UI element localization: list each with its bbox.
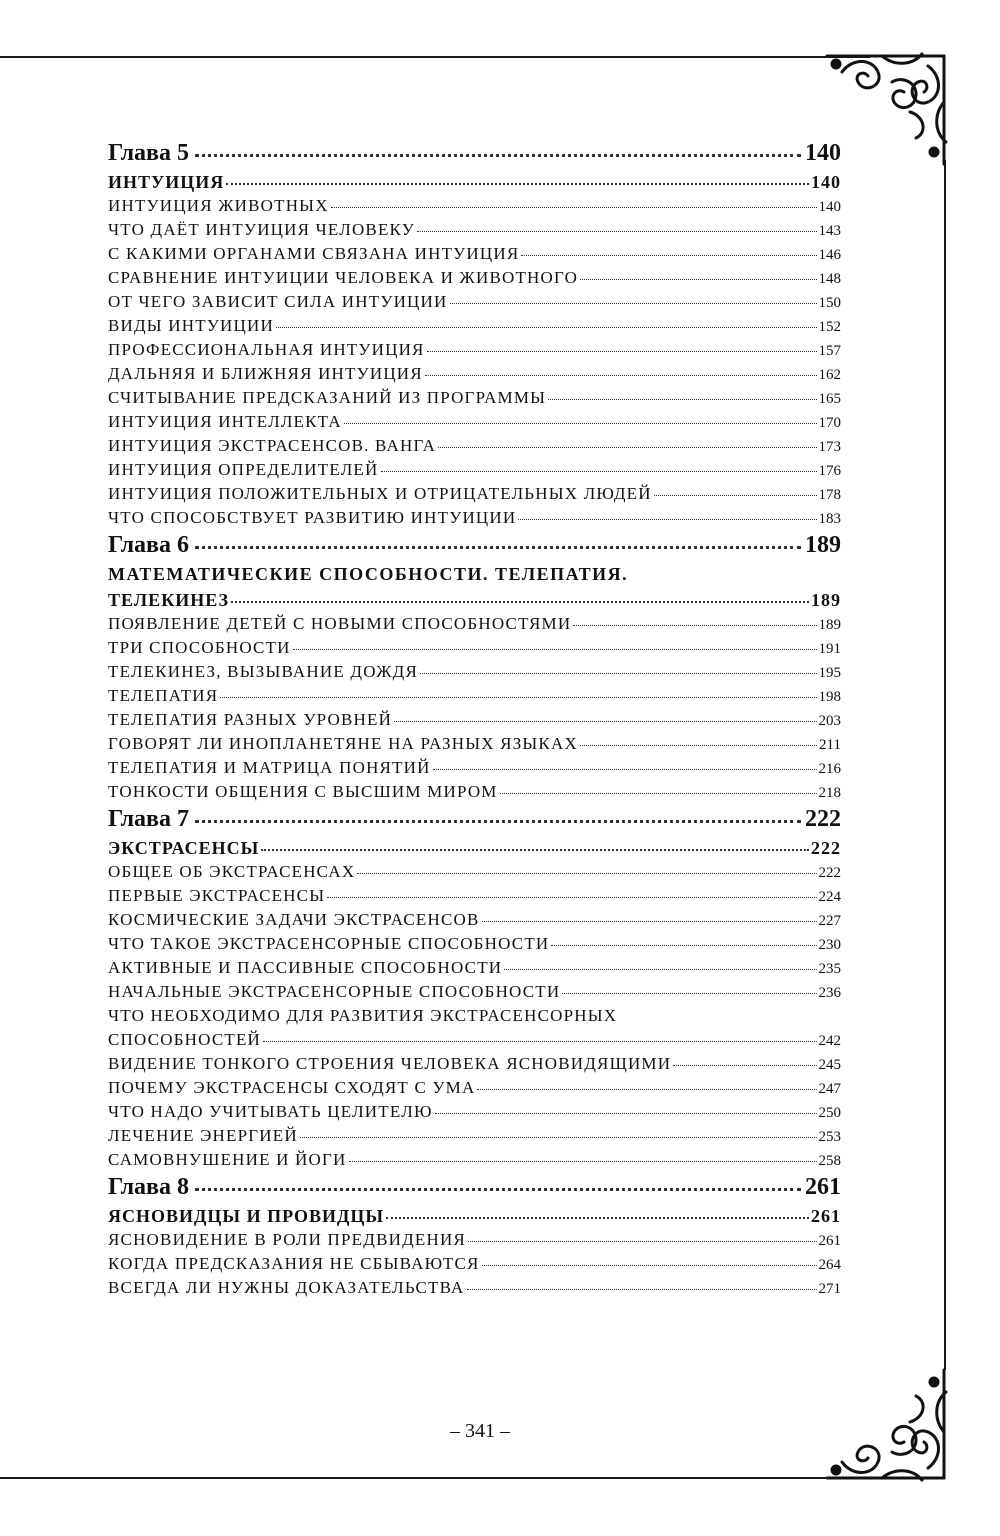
- page-ref: 140: [805, 140, 841, 166]
- dot-leader: [357, 873, 816, 874]
- page-ref: 143: [818, 223, 841, 239]
- item-title: ТЕЛЕПАТИЯ: [108, 686, 219, 705]
- item-title: ТЕЛЕКИНЕЗ, ВЫЗЫВАНИЕ ДОЖДЯ: [108, 662, 419, 681]
- dot-leader: [673, 1065, 816, 1066]
- toc-item[interactable]: [108, 460, 841, 484]
- dot-leader: [468, 1241, 817, 1242]
- item-title: ДАЛЬНЯЯ И БЛИЖНЯЯ ИНТУИЦИЯ: [108, 364, 423, 383]
- page-ref: 189: [811, 590, 841, 610]
- toc-item[interactable]: [108, 710, 841, 734]
- page-ref: 162: [818, 367, 841, 383]
- item-title: С КАКИМИ ОРГАНАМИ СВЯЗАНА ИНТУИЦИЯ: [108, 244, 520, 263]
- toc-item[interactable]: [108, 958, 841, 982]
- page-number: – 341 –: [450, 1420, 510, 1442]
- dot-leader: [417, 231, 817, 232]
- toc-item[interactable]: [108, 934, 841, 958]
- chapter-8-items: [108, 1230, 841, 1302]
- dot-leader: [654, 495, 817, 496]
- page-ref: 191: [818, 641, 841, 657]
- dot-leader: [467, 1289, 817, 1290]
- dot-leader: [482, 1265, 817, 1266]
- page-ref: 258: [818, 1153, 841, 1169]
- item-title: АКТИВНЫЕ И ПАССИВНЫЕ СПОСОБНОСТИ: [108, 958, 503, 977]
- dot-leader: [450, 303, 817, 304]
- page-ref: 198: [818, 689, 841, 705]
- page-ref: 189: [805, 532, 841, 558]
- item-title: ЧТО СПОСОБСТВУЕТ РАЗВИТИЮ ИНТУИЦИИ: [108, 508, 517, 527]
- dot-leader: [381, 471, 817, 472]
- section-title: ИНТУИЦИЯ: [108, 172, 225, 192]
- page-ref: 195: [818, 665, 841, 681]
- dot-leader: [580, 279, 816, 280]
- page-ref: 203: [818, 713, 841, 729]
- section-title: ЭКСТРАСЕНСЫ: [108, 838, 260, 858]
- section-title: ЯСНОВИДЦЫ И ПРОВИДЦЫ: [108, 1206, 385, 1226]
- section-clairvoyants[interactable]: [108, 1206, 841, 1230]
- toc-item[interactable]: [108, 388, 841, 412]
- chapter-5-heading[interactable]: [108, 140, 841, 172]
- page-ref: 261: [818, 1233, 841, 1249]
- page-ref: 227: [818, 913, 841, 929]
- page-ref: 173: [818, 439, 841, 455]
- dot-leader: [300, 1137, 817, 1138]
- item-title: ИНТУИЦИЯ ПОЛОЖИТЕЛЬНЫХ И ОТРИЦАТЕЛЬНЫХ ЛЮДЕЙ: [108, 484, 652, 503]
- page-ref: 165: [818, 391, 841, 407]
- toc-item[interactable]: [108, 638, 841, 662]
- frame-right-rule: [944, 160, 946, 1370]
- page-ref: 140: [818, 199, 841, 215]
- toc-item[interactable]: [108, 412, 841, 436]
- toc-item[interactable]: [108, 508, 841, 532]
- chapter-7-heading[interactable]: [108, 806, 841, 838]
- page-ref: 236: [818, 985, 841, 1001]
- page-ref: 176: [818, 463, 841, 479]
- dot-leader: [276, 327, 817, 328]
- toc-item[interactable]: [108, 196, 841, 220]
- item-title: ОТ ЧЕГО ЗАВИСИТ СИЛА ИНТУИЦИИ: [108, 292, 448, 311]
- item-title: ТЕЛЕПАТИЯ И МАТРИЦА ПОНЯТИЙ: [108, 758, 431, 777]
- section-math-telepathy-line1[interactable]: МАТЕМАТИЧЕСКИЕ СПОСОБНОСТИ. ТЕЛЕПАТИЯ.: [108, 564, 629, 584]
- frame-bottom-rule: [0, 1477, 870, 1479]
- toc-item[interactable]: [108, 292, 841, 316]
- page-ref: 140: [811, 172, 841, 192]
- section-intuition[interactable]: [108, 172, 841, 196]
- dot-leader: [518, 519, 816, 520]
- toc-item[interactable]: [108, 886, 841, 910]
- item-title: ВИДЫ ИНТУИЦИИ: [108, 316, 274, 335]
- toc-item[interactable]: [108, 1230, 841, 1254]
- toc-item[interactable]: [108, 340, 841, 364]
- dot-leader: [195, 154, 801, 157]
- table-of-contents: [108, 140, 841, 1302]
- toc-item[interactable]: [108, 1254, 841, 1278]
- item-title: ЛЕЧЕНИЕ ЭНЕРГИЕЙ: [108, 1126, 298, 1145]
- toc-item[interactable]: [108, 614, 841, 638]
- page-ref: 222: [811, 838, 841, 858]
- dot-leader: [263, 1041, 816, 1042]
- toc-item[interactable]: [108, 1278, 841, 1302]
- item-title: ПЕРВЫЕ ЭКСТРАСЕНСЫ: [108, 886, 326, 905]
- page-ref: 242: [818, 1033, 841, 1049]
- page-ref: 235: [818, 961, 841, 977]
- dot-leader: [427, 351, 817, 352]
- page-ref: 189: [818, 617, 841, 633]
- page-ref: 216: [818, 761, 841, 777]
- item-title: КОГДА ПРЕДСКАЗАНИЯ НЕ СБЫВАЮТСЯ: [108, 1254, 480, 1273]
- toc-item[interactable]: [108, 662, 841, 686]
- item-title: САМОВНУШЕНИЕ И ЙОГИ: [108, 1150, 347, 1169]
- corner-ornament-top-icon: [822, 42, 952, 172]
- dot-leader: [500, 793, 817, 794]
- chapter-7-items-b: [108, 1054, 841, 1174]
- item-title: ТРИ СПОСОБНОСТИ: [108, 638, 291, 657]
- page-ref: 247: [818, 1081, 841, 1097]
- dot-leader: [504, 969, 816, 970]
- item-title: СРАВНЕНИЕ ИНТУИЦИИ ЧЕЛОВЕКА И ЖИВОТНОГО: [108, 268, 579, 287]
- page-ref: 152: [818, 319, 841, 335]
- dot-leader: [477, 1089, 816, 1090]
- item-title: ПОЧЕМУ ЭКСТРАСЕНСЫ СХОДЯТ С УМА: [108, 1078, 476, 1097]
- toc-item[interactable]: [108, 244, 841, 268]
- dot-leader: [425, 375, 817, 376]
- section-title: ТЕЛЕКИНЕЗ: [108, 590, 229, 610]
- dot-leader: [482, 921, 817, 922]
- toc-item[interactable]: [108, 316, 841, 340]
- dot-leader: [195, 820, 801, 823]
- page-ref: 261: [805, 1174, 841, 1200]
- item-title: СЧИТЫВАНИЕ ПРЕДСКАЗАНИЙ ИЗ ПРОГРАММЫ: [108, 388, 547, 407]
- item-title: ПРОФЕССИОНАЛЬНАЯ ИНТУИЦИЯ: [108, 340, 425, 359]
- chapter-8-heading[interactable]: [108, 1174, 841, 1206]
- chapter-6-items: [108, 614, 841, 806]
- toc-item[interactable]: [108, 758, 841, 782]
- dot-leader: [195, 546, 801, 549]
- section-telekinesis[interactable]: [108, 590, 841, 614]
- toc-item[interactable]: [108, 364, 841, 388]
- chapter-label: Глава 5: [108, 140, 189, 166]
- dot-leader: [226, 183, 809, 185]
- chapter-label: Глава 7: [108, 806, 189, 832]
- toc-item[interactable]: [108, 910, 841, 934]
- dot-leader: [580, 745, 817, 746]
- item-title: ИНТУИЦИЯ ЭКСТРАСЕНСОВ. ВАНГА: [108, 436, 437, 455]
- page-ref: 230: [818, 937, 841, 953]
- chapter-label: Глава 8: [108, 1174, 189, 1200]
- section-psychics[interactable]: [108, 838, 841, 862]
- toc-item[interactable]: [108, 1126, 841, 1150]
- dot-leader: [433, 769, 817, 770]
- page-ref: 183: [818, 511, 841, 527]
- page-ref: 157: [818, 343, 841, 359]
- dot-leader: [551, 945, 816, 946]
- toc-item[interactable]: [108, 484, 841, 508]
- item-title: ПОЯВЛЕНИЕ ДЕТЕЙ С НОВЫМИ СПОСОБНОСТЯМИ: [108, 614, 572, 633]
- page-ref: 250: [818, 1105, 841, 1121]
- dot-leader: [435, 1113, 817, 1114]
- dot-leader: [231, 601, 809, 603]
- toc-item[interactable]: [108, 436, 841, 460]
- page-ref: 245: [818, 1057, 841, 1073]
- frame-top-rule: [0, 56, 870, 58]
- page-ref: 261: [811, 1206, 841, 1226]
- page-ref: 218: [818, 785, 841, 801]
- toc-item[interactable]: [108, 220, 841, 244]
- toc-item[interactable]: [108, 982, 841, 1006]
- chapter-6-heading[interactable]: [108, 532, 841, 564]
- dot-leader: [394, 721, 816, 722]
- dot-leader: [195, 1188, 801, 1191]
- item-title: ИНТУИЦИЯ ИНТЕЛЛЕКТА: [108, 412, 342, 431]
- item-title: ИНТУИЦИЯ ЖИВОТНЫХ: [108, 196, 329, 215]
- page-ref: 264: [818, 1257, 841, 1273]
- item-title: ТОНКОСТИ ОБЩЕНИЯ С ВЫСШИМ МИРОМ: [108, 782, 498, 801]
- dot-leader: [220, 697, 816, 698]
- chapter-5-items: [108, 196, 841, 532]
- page-ref: 178: [818, 487, 841, 503]
- toc-item-wrap-line2[interactable]: [108, 1030, 841, 1054]
- item-title: ВИДЕНИЕ ТОНКОГО СТРОЕНИЯ ЧЕЛОВЕКА ЯСНОВИДЯЩИМИ: [108, 1054, 672, 1073]
- page-ref: 211: [819, 737, 841, 753]
- dot-leader: [438, 447, 816, 448]
- dot-leader: [331, 207, 817, 208]
- item-title: СПОСОБНОСТЕЙ: [108, 1030, 262, 1049]
- page-ref: 224: [818, 889, 841, 905]
- toc-item-wrap-line1[interactable]: ЧТО НЕОБХОДИМО ДЛЯ РАЗВИТИЯ ЭКСТРАСЕНСОРНЫХ: [108, 1006, 618, 1025]
- toc-item[interactable]: [108, 1102, 841, 1126]
- page-ref: 271: [818, 1281, 841, 1297]
- toc-item[interactable]: [108, 686, 841, 710]
- page-ref: 170: [818, 415, 841, 431]
- item-title: ИНТУИЦИЯ ОПРЕДЕЛИТЕЛЕЙ: [108, 460, 379, 479]
- dot-leader: [293, 649, 817, 650]
- dot-leader: [573, 625, 816, 626]
- page-ref: 146: [818, 247, 841, 263]
- dot-leader: [261, 849, 809, 851]
- toc-item[interactable]: [108, 1078, 841, 1102]
- toc-item[interactable]: [108, 862, 841, 886]
- item-title: ЧТО ДАЁТ ИНТУИЦИЯ ЧЕЛОВЕКУ: [108, 220, 415, 239]
- item-title: НАЧАЛЬНЫЕ ЭКСТРАСЕНСОРНЫЕ СПОСОБНОСТИ: [108, 982, 561, 1001]
- dot-leader: [386, 1217, 809, 1219]
- chapter-7-items-a: [108, 862, 841, 1006]
- toc-item[interactable]: [108, 268, 841, 292]
- page-ref: 148: [818, 271, 841, 287]
- toc-item[interactable]: [108, 1150, 841, 1174]
- chapter-label: Глава 6: [108, 532, 189, 558]
- item-title: ЧТО НАДО УЧИТЫВАТЬ ЦЕЛИТЕЛЮ: [108, 1102, 433, 1121]
- dot-leader: [327, 897, 816, 898]
- item-title: ТЕЛЕПАТИЯ РАЗНЫХ УРОВНЕЙ: [108, 710, 393, 729]
- page-ref: 222: [818, 865, 841, 881]
- page-ref: 222: [805, 806, 841, 832]
- dot-leader: [548, 399, 816, 400]
- item-title: ВСЕГДА ЛИ НУЖНЫ ДОКАЗАТЕЛЬСТВА: [108, 1278, 465, 1297]
- item-title: ЧТО ТАКОЕ ЭКСТРАСЕНСОРНЫЕ СПОСОБНОСТИ: [108, 934, 550, 953]
- toc-item[interactable]: [108, 782, 841, 806]
- item-title: КОСМИЧЕСКИЕ ЗАДАЧИ ЭКСТРАСЕНСОВ: [108, 910, 480, 929]
- item-title: ГОВОРЯТ ЛИ ИНОПЛАНЕТЯНЕ НА РАЗНЫХ ЯЗЫКАХ: [108, 734, 578, 753]
- dot-leader: [349, 1161, 817, 1162]
- item-title: ОБЩЕЕ ОБ ЭКСТРАСЕНСАХ: [108, 862, 356, 881]
- dot-leader: [420, 673, 816, 674]
- toc-item[interactable]: [108, 734, 841, 758]
- toc-item[interactable]: [108, 1054, 841, 1078]
- page-ref: 253: [818, 1129, 841, 1145]
- item-title: ЯСНОВИДЕНИЕ В РОЛИ ПРЕДВИДЕНИЯ: [108, 1230, 466, 1249]
- dot-leader: [562, 993, 816, 994]
- dot-leader: [344, 423, 817, 424]
- page-ref: 150: [818, 295, 841, 311]
- dot-leader: [521, 255, 816, 256]
